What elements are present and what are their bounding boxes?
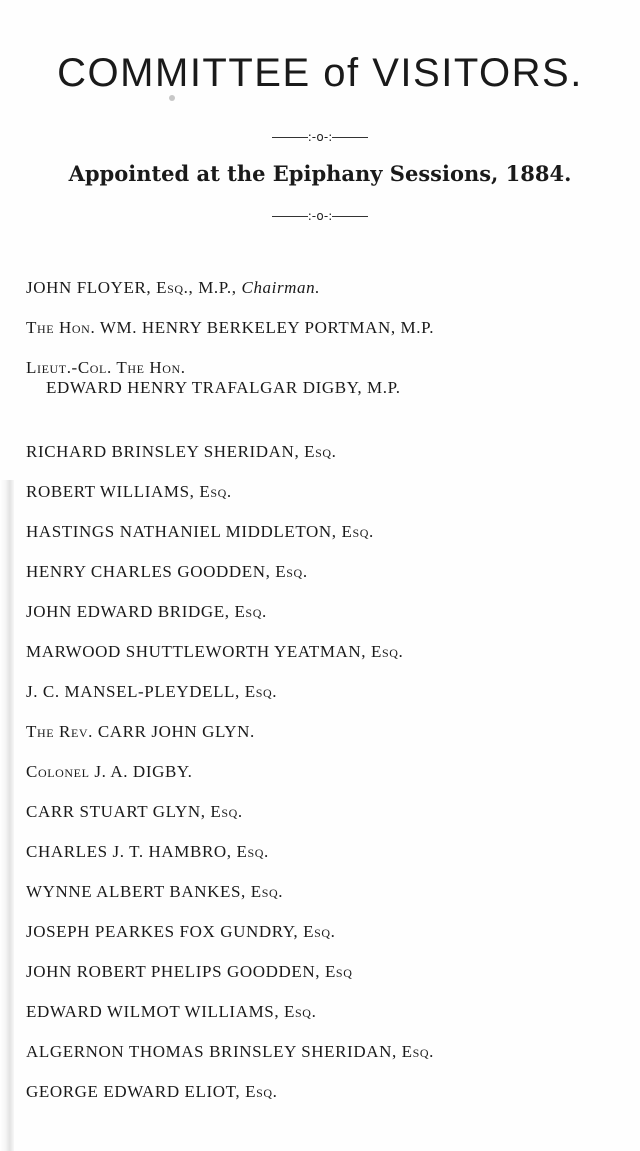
member-name: WM. HENRY BERKELEY PORTMAN, M.P.: [95, 318, 435, 337]
member-line: [26, 632, 626, 672]
member-name: J. C. MANSEL-PLEYDELL,: [26, 682, 245, 701]
page-binding-shadow: [0, 480, 14, 1151]
member-line: [26, 1072, 626, 1112]
member-line: [26, 472, 626, 512]
divider-rule-right: [332, 216, 368, 217]
member-name: ALGERNON THOMAS BRINSLEY SHERIDAN,: [26, 1042, 402, 1061]
member-name: MARWOOD SHUTTLEWORTH YEATMAN,: [26, 642, 371, 661]
member-title-prefix: The Rev.: [26, 722, 94, 741]
committee-member: [26, 792, 626, 832]
divider-rule-left: [272, 137, 308, 138]
ornamental-divider-top: [0, 130, 640, 144]
committee-member: [26, 1032, 626, 1072]
member-title-prefix: The Hon.: [26, 318, 96, 337]
member-name: JOSEPH PEARKES FOX GUNDRY,: [26, 922, 304, 941]
member-line: [26, 592, 626, 632]
committee-member: [26, 472, 626, 512]
member-name: JOHN FLOYER,: [26, 278, 157, 297]
member-name: HASTINGS NATHANIEL MIDDLETON,: [26, 522, 342, 541]
committee-member: [26, 872, 626, 912]
member-name: J. A. DIGBY.: [89, 762, 193, 781]
member-honorific: Esq.: [210, 802, 243, 821]
member-line: [26, 432, 626, 472]
member-line: [26, 358, 626, 378]
committee-member: [26, 952, 626, 992]
member-name: JOHN EDWARD BRIDGE,: [26, 602, 235, 621]
member-title-prefix: Colonel: [26, 762, 90, 781]
divider-rule-left: [272, 216, 308, 217]
member-name: HENRY CHARLES GOODDEN,: [26, 562, 276, 581]
committee-member: [26, 1072, 626, 1112]
member-postnominal: , M.P.,: [188, 278, 242, 297]
member-title-prefix: Lieut.-Col. The Hon.: [26, 358, 186, 377]
divider-text: :-o-:: [307, 130, 333, 144]
committee-member-list: [26, 268, 626, 1112]
committee-member: [26, 992, 626, 1032]
member-name: CHARLES J. T. HAMBRO,: [26, 842, 237, 861]
member-honorific: Esq.: [156, 278, 189, 297]
document-title: COMMITTEE of VISITORS.: [57, 51, 583, 95]
member-honorific: Esq.: [401, 1042, 435, 1061]
member-line: [26, 552, 626, 592]
ornamental-divider-bottom: [0, 209, 640, 223]
member-name: ROBERT WILLIAMS,: [26, 482, 200, 501]
member-name: RICHARD BRINSLEY SHERIDAN,: [26, 442, 305, 461]
member-line: [26, 912, 626, 952]
member-honorific: Esq.: [341, 522, 374, 541]
member-line: [26, 872, 626, 912]
member-name: GEORGE EDWARD ELIOT,: [26, 1082, 246, 1101]
committee-member: [26, 672, 626, 712]
member-line: [26, 672, 626, 712]
committee-member: [26, 912, 626, 952]
member-line: [26, 268, 626, 308]
member-line: [26, 512, 626, 552]
member-honorific: Esq.: [236, 842, 269, 861]
committee-member: [26, 832, 626, 872]
member-honorific: Esq.: [303, 922, 336, 941]
member-name: CARR STUART GLYN,: [26, 802, 211, 821]
member-role: Chairman.: [241, 278, 321, 297]
member-name: WYNNE ALBERT BANKES,: [26, 882, 251, 901]
member-honorific: Esq.: [245, 1082, 278, 1101]
member-name: JOHN ROBERT PHELIPS GOODDEN,: [26, 962, 325, 981]
committee-member: [26, 512, 626, 552]
committee-member: [26, 552, 626, 592]
member-honorific: Esq.: [250, 882, 284, 901]
divider-text: :-o-:: [307, 209, 333, 223]
member-line: [26, 378, 626, 398]
member-line: [26, 752, 626, 792]
member-honorific: Esq.: [284, 1002, 317, 1021]
member-line: [26, 712, 626, 752]
document-subtitle: Appointed at the Epiphany Sessions, 1884.: [68, 161, 572, 186]
member-honorific: Esq.: [244, 682, 278, 701]
member-honorific: Esq: [324, 962, 353, 981]
member-name: EDWARD HENRY TRAFALGAR DIGBY, M.P.: [46, 378, 401, 397]
member-line: [26, 832, 626, 872]
member-line: [26, 792, 626, 832]
committee-member: [26, 632, 626, 672]
committee-member: [26, 348, 626, 432]
member-honorific: Esq.: [304, 442, 337, 461]
committee-member: [26, 752, 626, 792]
member-honorific: Esq.: [199, 482, 232, 501]
committee-member: [26, 712, 626, 752]
committee-member: [26, 592, 626, 632]
member-name: CARR JOHN GLYN.: [93, 722, 255, 741]
member-name: EDWARD WILMOT WILLIAMS,: [26, 1002, 285, 1021]
member-line: [26, 992, 626, 1032]
member-honorific: Esq.: [234, 602, 267, 621]
member-honorific: Esq.: [371, 642, 404, 661]
member-honorific: Esq.: [275, 562, 308, 581]
committee-member: [26, 432, 626, 472]
member-line: [26, 1032, 626, 1072]
committee-member: [26, 268, 626, 308]
committee-member: [26, 308, 626, 348]
member-line: [26, 952, 626, 992]
ink-speck: [169, 95, 175, 101]
divider-rule-right: [332, 137, 368, 138]
member-line: [26, 308, 626, 348]
